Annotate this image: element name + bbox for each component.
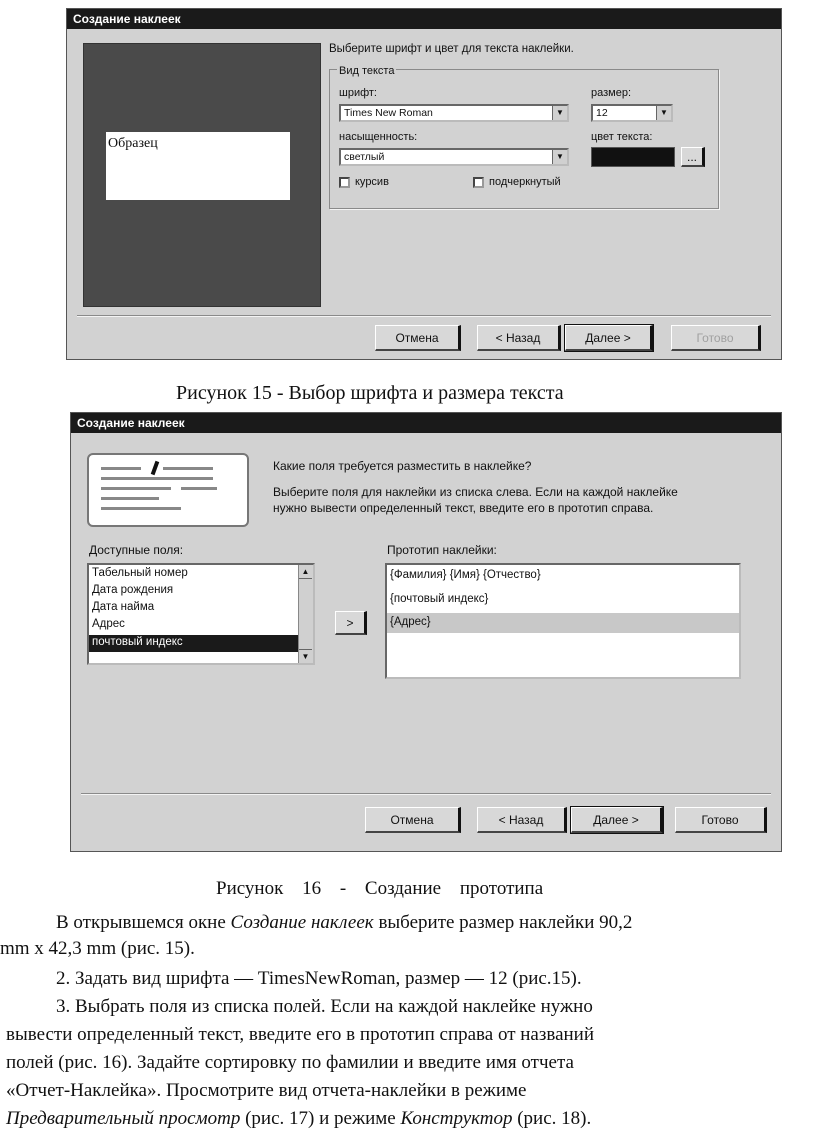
vertical-scrollbar[interactable] xyxy=(298,565,313,663)
figure-16-caption: Рисунок 16 - Создание прототипа xyxy=(216,878,544,899)
text-style-group-title: Вид текста xyxy=(339,65,395,77)
list-item-label: почтовый индекс xyxy=(92,636,183,648)
next-button[interactable]: Далее > xyxy=(565,325,653,351)
figure-15-caption: Рисунок 15 - Выбор шрифта и размера текста xyxy=(176,382,564,404)
illustration-line xyxy=(101,507,181,510)
next-button[interactable]: Далее > xyxy=(571,807,663,833)
paragraph-3-line2: вывести определенный текст, введите его в прототип справа от названий xyxy=(6,1024,595,1045)
add-field-button[interactable]: > xyxy=(335,611,367,635)
color-picker-button[interactable]: ... xyxy=(681,147,705,167)
font-label: шрифт: xyxy=(339,87,377,99)
color-label: цвет текста: xyxy=(591,131,653,143)
illustration-line xyxy=(181,487,217,490)
font-dialog xyxy=(66,8,782,360)
prototype-editor[interactable] xyxy=(385,563,741,679)
finish-button[interactable]: Готово xyxy=(675,807,767,833)
size-label: размер: xyxy=(591,87,632,99)
underline-checkbox[interactable] xyxy=(473,177,484,188)
scroll-up-icon[interactable]: ▲ xyxy=(299,565,312,579)
paragraph-3-line4: «Отчет-Наклейка». Просмотрите вид отчета-наклейки в режиме xyxy=(6,1080,527,1101)
list-item[interactable]: Адрес xyxy=(92,618,125,630)
list-item[interactable]: Дата найма xyxy=(92,601,155,613)
prototype-line[interactable]: {Фамилия} {Имя} {Отчество} xyxy=(390,569,541,581)
prototype-line-label: {Адрес} xyxy=(390,616,431,628)
fields-question: Какие поля требуется разместить в наклейке? xyxy=(273,459,532,473)
list-item-selected[interactable] xyxy=(89,635,299,652)
paragraph-3-italic-preview: Предварительный просмотр xyxy=(6,1108,241,1129)
fields-dialog xyxy=(70,412,782,852)
cancel-button[interactable]: Отмена xyxy=(365,807,461,833)
back-button[interactable]: < Назад xyxy=(477,807,567,833)
back-button[interactable]: < Назад xyxy=(477,325,561,351)
paragraph-3-italic-designer: Конструктор xyxy=(400,1108,513,1129)
paragraph-3-text-a: (рис. 17) и режиме xyxy=(240,1108,401,1129)
prototype-line[interactable]: {почтовый индекс} xyxy=(390,593,489,605)
prototype-line-current[interactable] xyxy=(387,613,739,633)
chevron-down-icon[interactable]: ▼ xyxy=(552,106,567,120)
illustration-line xyxy=(101,477,213,480)
font-instruction: Выберите шрифт и цвет для текста наклейки. xyxy=(329,43,574,55)
weight-label: насыщенность: xyxy=(339,131,418,143)
fields-instruction-line2: нужно вывести определенный текст, введите его в прототип справа. xyxy=(273,501,654,515)
italic-label: курсив xyxy=(355,176,389,188)
available-fields-list[interactable] xyxy=(87,563,315,665)
size-select-value: 12 xyxy=(596,107,608,119)
fields-dialog-title: Создание наклеек xyxy=(71,413,781,433)
scroll-down-icon[interactable]: ▼ xyxy=(299,649,312,663)
available-fields-label: Доступные поля: xyxy=(89,543,184,557)
prototype-label: Прототип наклейки: xyxy=(387,543,497,557)
font-select[interactable] xyxy=(339,104,569,122)
paragraph-1-italic: Создание наклеек xyxy=(230,912,374,933)
chevron-down-icon[interactable]: ▼ xyxy=(552,150,567,164)
italic-checkbox[interactable] xyxy=(339,177,350,188)
dialog2-separator xyxy=(81,793,771,795)
list-item[interactable]: Табельный номер xyxy=(92,567,188,579)
font-dialog-title: Создание наклеек xyxy=(67,9,781,29)
weight-select-value: светлый xyxy=(344,151,385,163)
color-swatch[interactable] xyxy=(591,147,675,167)
cancel-button[interactable]: Отмена xyxy=(375,325,461,351)
finish-button[interactable]: Готово xyxy=(671,325,761,351)
paragraph-3-line1: 3. Выбрать поля из списка полей. Если на каждой наклейке нужно xyxy=(56,996,593,1017)
illustration-line xyxy=(101,487,171,490)
weight-select[interactable] xyxy=(339,148,569,166)
paragraph-3-text-b: (рис. 18). xyxy=(512,1108,592,1129)
chevron-down-icon[interactable]: ▼ xyxy=(656,106,671,120)
paragraph-1-line2: mm x 42,3 mm (рис. 15). xyxy=(0,938,195,959)
paragraph-1-line1 xyxy=(56,912,632,934)
dialog1-separator xyxy=(77,315,771,317)
label-wizard-illustration xyxy=(87,453,249,527)
illustration-line xyxy=(163,467,213,470)
underline-label: подчеркнутый xyxy=(489,176,561,188)
illustration-line xyxy=(151,461,160,476)
sample-box xyxy=(106,132,290,200)
paragraph-1-text-b: выберите размер наклейки 90,2 xyxy=(373,912,633,933)
font-select-value: Times New Roman xyxy=(344,107,433,119)
paragraph-3-line5 xyxy=(6,1108,591,1130)
paragraph-3-line3: полей (рис. 16). Задайте сортировку по фамилии и введите имя отчета xyxy=(6,1052,574,1073)
list-item[interactable]: Дата рождения xyxy=(92,584,174,596)
size-select[interactable] xyxy=(591,104,673,122)
preview-panel xyxy=(83,43,321,307)
paragraph-2: 2. Задать вид шрифта — TimesNewRoman, размер — 12 (рис.15). xyxy=(56,968,582,989)
illustration-line xyxy=(101,497,159,500)
paragraph-1-text-a: В открывшемся окне xyxy=(56,912,231,933)
fields-instruction-line1: Выберите поля для наклейки из списка слева. Если на каждой наклейке xyxy=(273,485,678,499)
sample-text: Образец xyxy=(108,136,158,151)
illustration-line xyxy=(101,467,141,470)
